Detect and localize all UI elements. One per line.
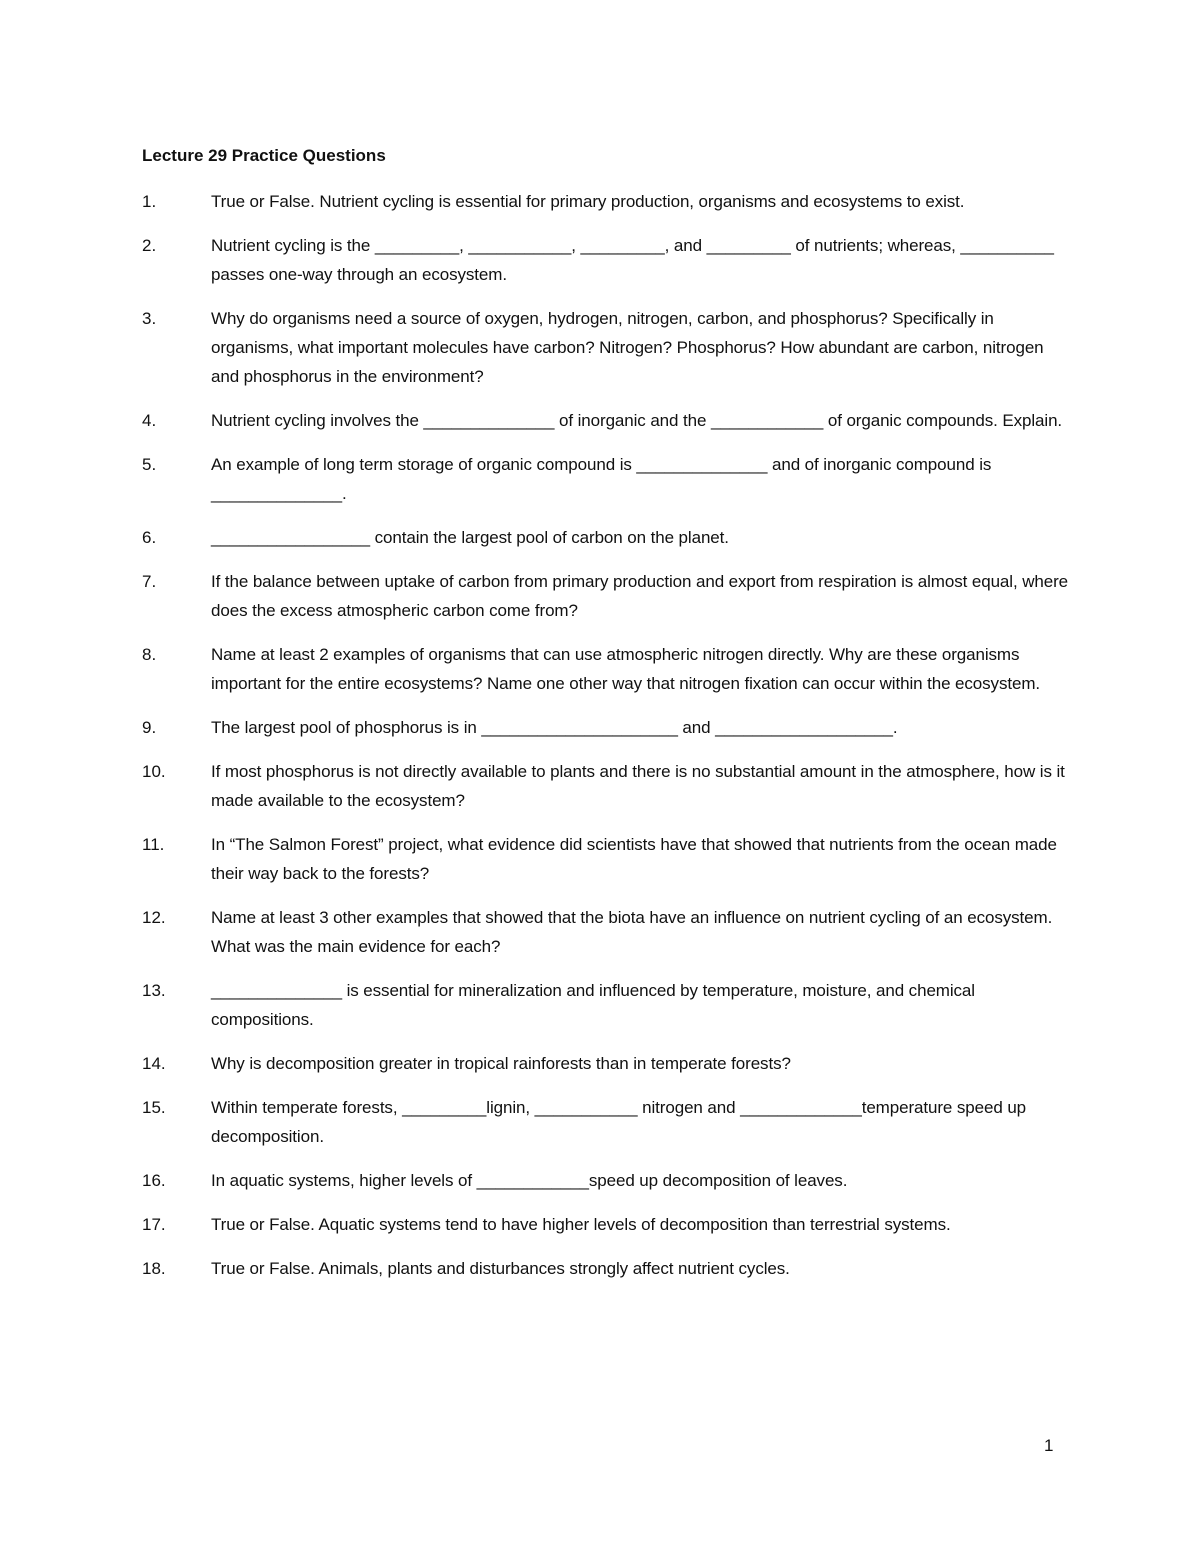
- question-number: 9.: [142, 718, 157, 737]
- question-item: [142, 1254, 1072, 1283]
- question-text: An example of long term storage of organic compound is ______________ and of inorganic compound is ______________.: [211, 455, 992, 503]
- question-number: 10.: [142, 762, 166, 781]
- question-item: [142, 1166, 1072, 1195]
- question-number: 1.: [142, 192, 157, 211]
- question-item: [142, 231, 1072, 289]
- question-number: 8.: [142, 645, 157, 664]
- question-text: If most phosphorus is not directly available to plants and there is no substantial amount in the atmosphere, how is it made available to the ecosystem?: [211, 762, 1065, 810]
- question-text: Within temperate forests, _________lignin, ___________ nitrogen and _____________temperature speed up decomposition.: [211, 1098, 1027, 1146]
- question-number: 16.: [142, 1171, 166, 1190]
- question-number: 15.: [142, 1098, 166, 1117]
- question-number: 12.: [142, 908, 166, 927]
- question-item: [142, 567, 1072, 625]
- question-number: 3.: [142, 309, 157, 328]
- question-item: [142, 1049, 1072, 1078]
- question-text: True or False. Aquatic systems tend to have higher levels of decomposition than terrestrial systems.: [211, 1215, 951, 1234]
- question-text: True or False. Nutrient cycling is essential for primary production, organisms and ecosystems to exist.: [211, 192, 965, 211]
- question-number: 7.: [142, 572, 157, 591]
- question-item: [142, 757, 1072, 815]
- question-number: 14.: [142, 1054, 166, 1073]
- question-item: [142, 1210, 1072, 1239]
- question-item: [142, 713, 1072, 742]
- question-item: [142, 640, 1072, 698]
- question-item: [142, 304, 1072, 391]
- question-number: 6.: [142, 528, 157, 547]
- page-title: Lecture 29 Practice Questions: [142, 146, 386, 165]
- question-number: 5.: [142, 455, 157, 474]
- question-item: [142, 1093, 1072, 1151]
- question-text: _________________ contain the largest pool of carbon on the planet.: [211, 528, 729, 547]
- question-text: The largest pool of phosphorus is in _____________________ and ___________________.: [211, 718, 898, 737]
- question-item: [142, 450, 1072, 508]
- question-number: 13.: [142, 981, 166, 1000]
- question-number: 18.: [142, 1259, 166, 1278]
- question-text: In “The Salmon Forest” project, what evidence did scientists have that showed that nutrients from the ocean made their way back to the forests?: [211, 835, 1057, 883]
- question-number: 4.: [142, 411, 157, 430]
- question-item: [142, 187, 1072, 216]
- question-text: In aquatic systems, higher levels of ____________speed up decomposition of leaves.: [211, 1171, 848, 1190]
- question-number: 17.: [142, 1215, 166, 1234]
- question-text: ______________ is essential for mineralization and influenced by temperature, moisture, and chemical compositions.: [211, 981, 975, 1029]
- question-item: [142, 406, 1072, 435]
- question-number: 2.: [142, 236, 157, 255]
- page-number: 1: [1044, 1436, 1054, 1455]
- question-item: [142, 903, 1072, 961]
- question-text: Nutrient cycling is the _________, ___________, _________, and _________ of nutrients; whereas, __________ passes one-way through an ecosystem.: [211, 236, 1054, 284]
- question-text: Why is decomposition greater in tropical rainforests than in temperate forests?: [211, 1054, 791, 1073]
- question-text: Name at least 2 examples of organisms that can use atmospheric nitrogen directly. Why are these organisms important for the entire ecosystems? Name one other way that nitrogen fixation can occur within the ecosystem.: [211, 645, 1041, 693]
- question-item: [142, 523, 1072, 552]
- question-text: Why do organisms need a source of oxygen, hydrogen, nitrogen, carbon, and phosphorus? Specifically in organisms, what important molecules have carbon? Nitrogen? Phosphorus? How abundant are carbon, nitrogen and phosphorus in the environment?: [211, 309, 1044, 386]
- question-item: [142, 976, 1072, 1034]
- question-item: [142, 830, 1072, 888]
- question-number: 11.: [142, 835, 165, 854]
- question-text: True or False. Animals, plants and disturbances strongly affect nutrient cycles.: [211, 1259, 790, 1278]
- question-text: If the balance between uptake of carbon from primary production and export from respiration is almost equal, where does the excess atmospheric carbon come from?: [211, 572, 1069, 620]
- question-list: [142, 187, 1072, 1298]
- question-text: Name at least 3 other examples that showed that the biota have an influence on nutrient cycling of an ecosystem. What was the main evidence for each?: [211, 908, 1053, 956]
- question-text: Nutrient cycling involves the ______________ of inorganic and the ____________ of organic compounds. Explain.: [211, 411, 1063, 430]
